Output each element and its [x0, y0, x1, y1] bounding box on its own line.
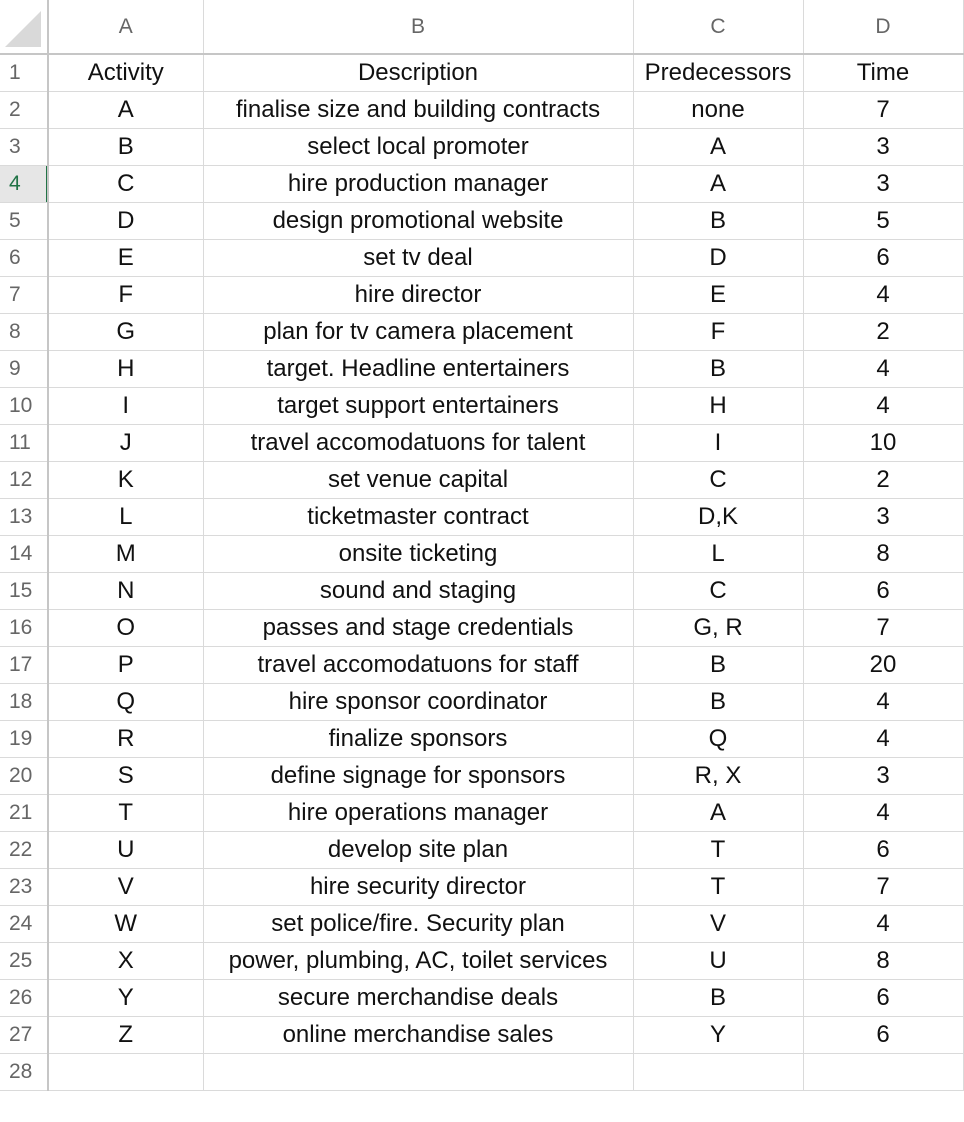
- cell-b[interactable]: hire director: [203, 276, 633, 313]
- cell-d[interactable]: 4: [803, 276, 963, 313]
- cell-b[interactable]: power, plumbing, AC, toilet services: [203, 942, 633, 979]
- cell-b[interactable]: plan for tv camera placement: [203, 313, 633, 350]
- cell-b[interactable]: Description: [203, 54, 633, 91]
- cell-d[interactable]: 20: [803, 646, 963, 683]
- table-row: [0, 165, 964, 202]
- cell-b[interactable]: ticketmaster contract: [203, 498, 633, 535]
- cell-d[interactable]: 4: [803, 905, 963, 942]
- column-header-c[interactable]: C: [633, 0, 803, 54]
- cell-b[interactable]: develop site plan: [203, 831, 633, 868]
- row-header[interactable]: 1: [0, 54, 48, 91]
- table-row: [0, 54, 964, 91]
- cell-c[interactable]: U: [633, 942, 803, 979]
- cell-a[interactable]: [48, 1053, 203, 1090]
- cell-b[interactable]: set venue capital: [203, 461, 633, 498]
- cell-c[interactable]: A: [633, 794, 803, 831]
- table-row: [0, 276, 964, 313]
- row-header[interactable]: 23: [0, 868, 48, 905]
- cell-a[interactable]: V: [48, 868, 203, 905]
- cell-c[interactable]: F: [633, 313, 803, 350]
- cell-a[interactable]: U: [48, 831, 203, 868]
- table-row: [0, 609, 964, 646]
- cell-a[interactable]: Y: [48, 979, 203, 1016]
- row-header[interactable]: 4: [0, 165, 48, 202]
- cell-b[interactable]: design promotional website: [203, 202, 633, 239]
- row-header[interactable]: 10: [0, 387, 48, 424]
- table-row: [0, 387, 964, 424]
- table-row: [0, 239, 964, 276]
- cell-c[interactable]: L: [633, 535, 803, 572]
- cell-a[interactable]: T: [48, 794, 203, 831]
- table-row: [0, 461, 964, 498]
- cell-b[interactable]: hire operations manager: [203, 794, 633, 831]
- cell-d[interactable]: 6: [803, 572, 963, 609]
- cell-c[interactable]: B: [633, 683, 803, 720]
- row-header[interactable]: 17: [0, 646, 48, 683]
- table-row: [0, 942, 964, 979]
- table-row: [0, 350, 964, 387]
- cell-a[interactable]: Z: [48, 1016, 203, 1053]
- cell-c[interactable]: C: [633, 461, 803, 498]
- cell-d[interactable]: 2: [803, 461, 963, 498]
- cell-c[interactable]: V: [633, 905, 803, 942]
- row-header[interactable]: 16: [0, 609, 48, 646]
- cell-d[interactable]: 3: [803, 128, 963, 165]
- table-row: [0, 91, 964, 128]
- table-row: [0, 1016, 964, 1053]
- cell-b[interactable]: [203, 1053, 633, 1090]
- row-header[interactable]: 26: [0, 979, 48, 1016]
- row-header[interactable]: 7: [0, 276, 48, 313]
- cell-d[interactable]: 7: [803, 91, 963, 128]
- cell-c[interactable]: E: [633, 276, 803, 313]
- cell-a[interactable]: C: [48, 165, 203, 202]
- row-header[interactable]: 19: [0, 720, 48, 757]
- row-header[interactable]: 25: [0, 942, 48, 979]
- cell-b[interactable]: select local promoter: [203, 128, 633, 165]
- cell-a[interactable]: K: [48, 461, 203, 498]
- cell-d[interactable]: 3: [803, 165, 963, 202]
- table-row: [0, 868, 964, 905]
- row-header[interactable]: 20: [0, 757, 48, 794]
- column-header-a[interactable]: A: [48, 0, 203, 54]
- cell-d[interactable]: 6: [803, 979, 963, 1016]
- cell-b[interactable]: set police/fire. Security plan: [203, 905, 633, 942]
- cell-c[interactable]: A: [633, 165, 803, 202]
- cell-a[interactable]: G: [48, 313, 203, 350]
- table-row: [0, 683, 964, 720]
- cell-b[interactable]: travel accomodatuons for talent: [203, 424, 633, 461]
- cell-c[interactable]: C: [633, 572, 803, 609]
- column-header-d[interactable]: D: [803, 0, 963, 54]
- column-header-b[interactable]: B: [203, 0, 633, 54]
- cell-d[interactable]: 4: [803, 683, 963, 720]
- cell-b[interactable]: passes and stage credentials: [203, 609, 633, 646]
- cell-a[interactable]: Activity: [48, 54, 203, 91]
- cell-c[interactable]: B: [633, 202, 803, 239]
- cell-b[interactable]: finalise size and building contracts: [203, 91, 633, 128]
- row-header[interactable]: 3: [0, 128, 48, 165]
- cell-a[interactable]: P: [48, 646, 203, 683]
- cell-c[interactable]: G, R: [633, 609, 803, 646]
- cell-d[interactable]: 5: [803, 202, 963, 239]
- cell-a[interactable]: J: [48, 424, 203, 461]
- table-row: [0, 720, 964, 757]
- row-header[interactable]: 24: [0, 905, 48, 942]
- cell-a[interactable]: S: [48, 757, 203, 794]
- select-all-corner[interactable]: [0, 0, 48, 54]
- cell-b[interactable]: travel accomodatuons for staff: [203, 646, 633, 683]
- cell-c[interactable]: A: [633, 128, 803, 165]
- row-header[interactable]: 13: [0, 498, 48, 535]
- row-header[interactable]: 12: [0, 461, 48, 498]
- row-header[interactable]: 11: [0, 424, 48, 461]
- cell-c[interactable]: R, X: [633, 757, 803, 794]
- cell-d[interactable]: 2: [803, 313, 963, 350]
- cell-a[interactable]: H: [48, 350, 203, 387]
- table-row: [0, 831, 964, 868]
- cell-c[interactable]: T: [633, 868, 803, 905]
- row-header[interactable]: 22: [0, 831, 48, 868]
- row-header[interactable]: 2: [0, 91, 48, 128]
- table-row: [0, 757, 964, 794]
- row-header[interactable]: 18: [0, 683, 48, 720]
- cell-d[interactable]: [803, 1053, 963, 1090]
- cell-a[interactable]: W: [48, 905, 203, 942]
- cell-c[interactable]: [633, 1053, 803, 1090]
- table-row: [0, 535, 964, 572]
- cell-c[interactable]: B: [633, 646, 803, 683]
- table-row: [0, 905, 964, 942]
- row-header[interactable]: 14: [0, 535, 48, 572]
- row-header[interactable]: 27: [0, 1016, 48, 1053]
- cell-d[interactable]: 10: [803, 424, 963, 461]
- row-header[interactable]: 5: [0, 202, 48, 239]
- table-row: [0, 1053, 964, 1090]
- table-row: [0, 646, 964, 683]
- cell-c[interactable]: H: [633, 387, 803, 424]
- cell-d[interactable]: 4: [803, 350, 963, 387]
- cell-c[interactable]: B: [633, 979, 803, 1016]
- cell-a[interactable]: B: [48, 128, 203, 165]
- row-header[interactable]: 8: [0, 313, 48, 350]
- cell-d[interactable]: 3: [803, 757, 963, 794]
- cell-b[interactable]: online merchandise sales: [203, 1016, 633, 1053]
- cell-d[interactable]: 4: [803, 387, 963, 424]
- cell-c[interactable]: Y: [633, 1016, 803, 1053]
- table-row: [0, 794, 964, 831]
- cell-d[interactable]: 4: [803, 720, 963, 757]
- select-all-triangle-icon: [5, 11, 41, 47]
- cell-d[interactable]: 8: [803, 942, 963, 979]
- table-row: [0, 979, 964, 1016]
- column-header-row: [0, 0, 964, 54]
- cell-d[interactable]: 8: [803, 535, 963, 572]
- cell-a[interactable]: E: [48, 239, 203, 276]
- cell-a[interactable]: Q: [48, 683, 203, 720]
- cell-b[interactable]: hire sponsor coordinator: [203, 683, 633, 720]
- row-header[interactable]: 9: [0, 350, 48, 387]
- cell-a[interactable]: X: [48, 942, 203, 979]
- table-row: [0, 128, 964, 165]
- row-header[interactable]: 6: [0, 239, 48, 276]
- table-row: [0, 498, 964, 535]
- cell-a[interactable]: M: [48, 535, 203, 572]
- table-row: [0, 572, 964, 609]
- selected-row-marker: [46, 166, 48, 202]
- cell-c[interactable]: T: [633, 831, 803, 868]
- cell-c[interactable]: I: [633, 424, 803, 461]
- cell-c[interactable]: Predecessors: [633, 54, 803, 91]
- cell-b[interactable]: set tv deal: [203, 239, 633, 276]
- cell-a[interactable]: F: [48, 276, 203, 313]
- cell-b[interactable]: target support entertainers: [203, 387, 633, 424]
- cell-d[interactable]: Time: [803, 54, 963, 91]
- table-row: [0, 202, 964, 239]
- cell-a[interactable]: R: [48, 720, 203, 757]
- cell-b[interactable]: hire security director: [203, 868, 633, 905]
- cell-b[interactable]: sound and staging: [203, 572, 633, 609]
- cell-d[interactable]: 7: [803, 868, 963, 905]
- cell-c[interactable]: none: [633, 91, 803, 128]
- row-header[interactable]: 28: [0, 1053, 48, 1090]
- cell-b[interactable]: secure merchandise deals: [203, 979, 633, 1016]
- cell-c[interactable]: Q: [633, 720, 803, 757]
- cell-d[interactable]: 6: [803, 239, 963, 276]
- cell-a[interactable]: I: [48, 387, 203, 424]
- grid-body: [0, 54, 964, 1090]
- cell-a[interactable]: O: [48, 609, 203, 646]
- cell-c[interactable]: D,K: [633, 498, 803, 535]
- cell-c[interactable]: B: [633, 350, 803, 387]
- cell-b[interactable]: finalize sponsors: [203, 720, 633, 757]
- cell-b[interactable]: target. Headline entertainers: [203, 350, 633, 387]
- cell-d[interactable]: 6: [803, 1016, 963, 1053]
- cell-d[interactable]: 3: [803, 498, 963, 535]
- cell-a[interactable]: L: [48, 498, 203, 535]
- cell-d[interactable]: 4: [803, 794, 963, 831]
- cell-b[interactable]: onsite ticketing: [203, 535, 633, 572]
- cell-a[interactable]: D: [48, 202, 203, 239]
- cell-b[interactable]: hire production manager: [203, 165, 633, 202]
- table-row: [0, 313, 964, 350]
- row-header[interactable]: 15: [0, 572, 48, 609]
- cell-a[interactable]: A: [48, 91, 203, 128]
- cell-c[interactable]: D: [633, 239, 803, 276]
- table-row: [0, 424, 964, 461]
- cell-b[interactable]: define signage for sponsors: [203, 757, 633, 794]
- cell-d[interactable]: 7: [803, 609, 963, 646]
- cell-d[interactable]: 6: [803, 831, 963, 868]
- row-header[interactable]: 21: [0, 794, 48, 831]
- cell-a[interactable]: N: [48, 572, 203, 609]
